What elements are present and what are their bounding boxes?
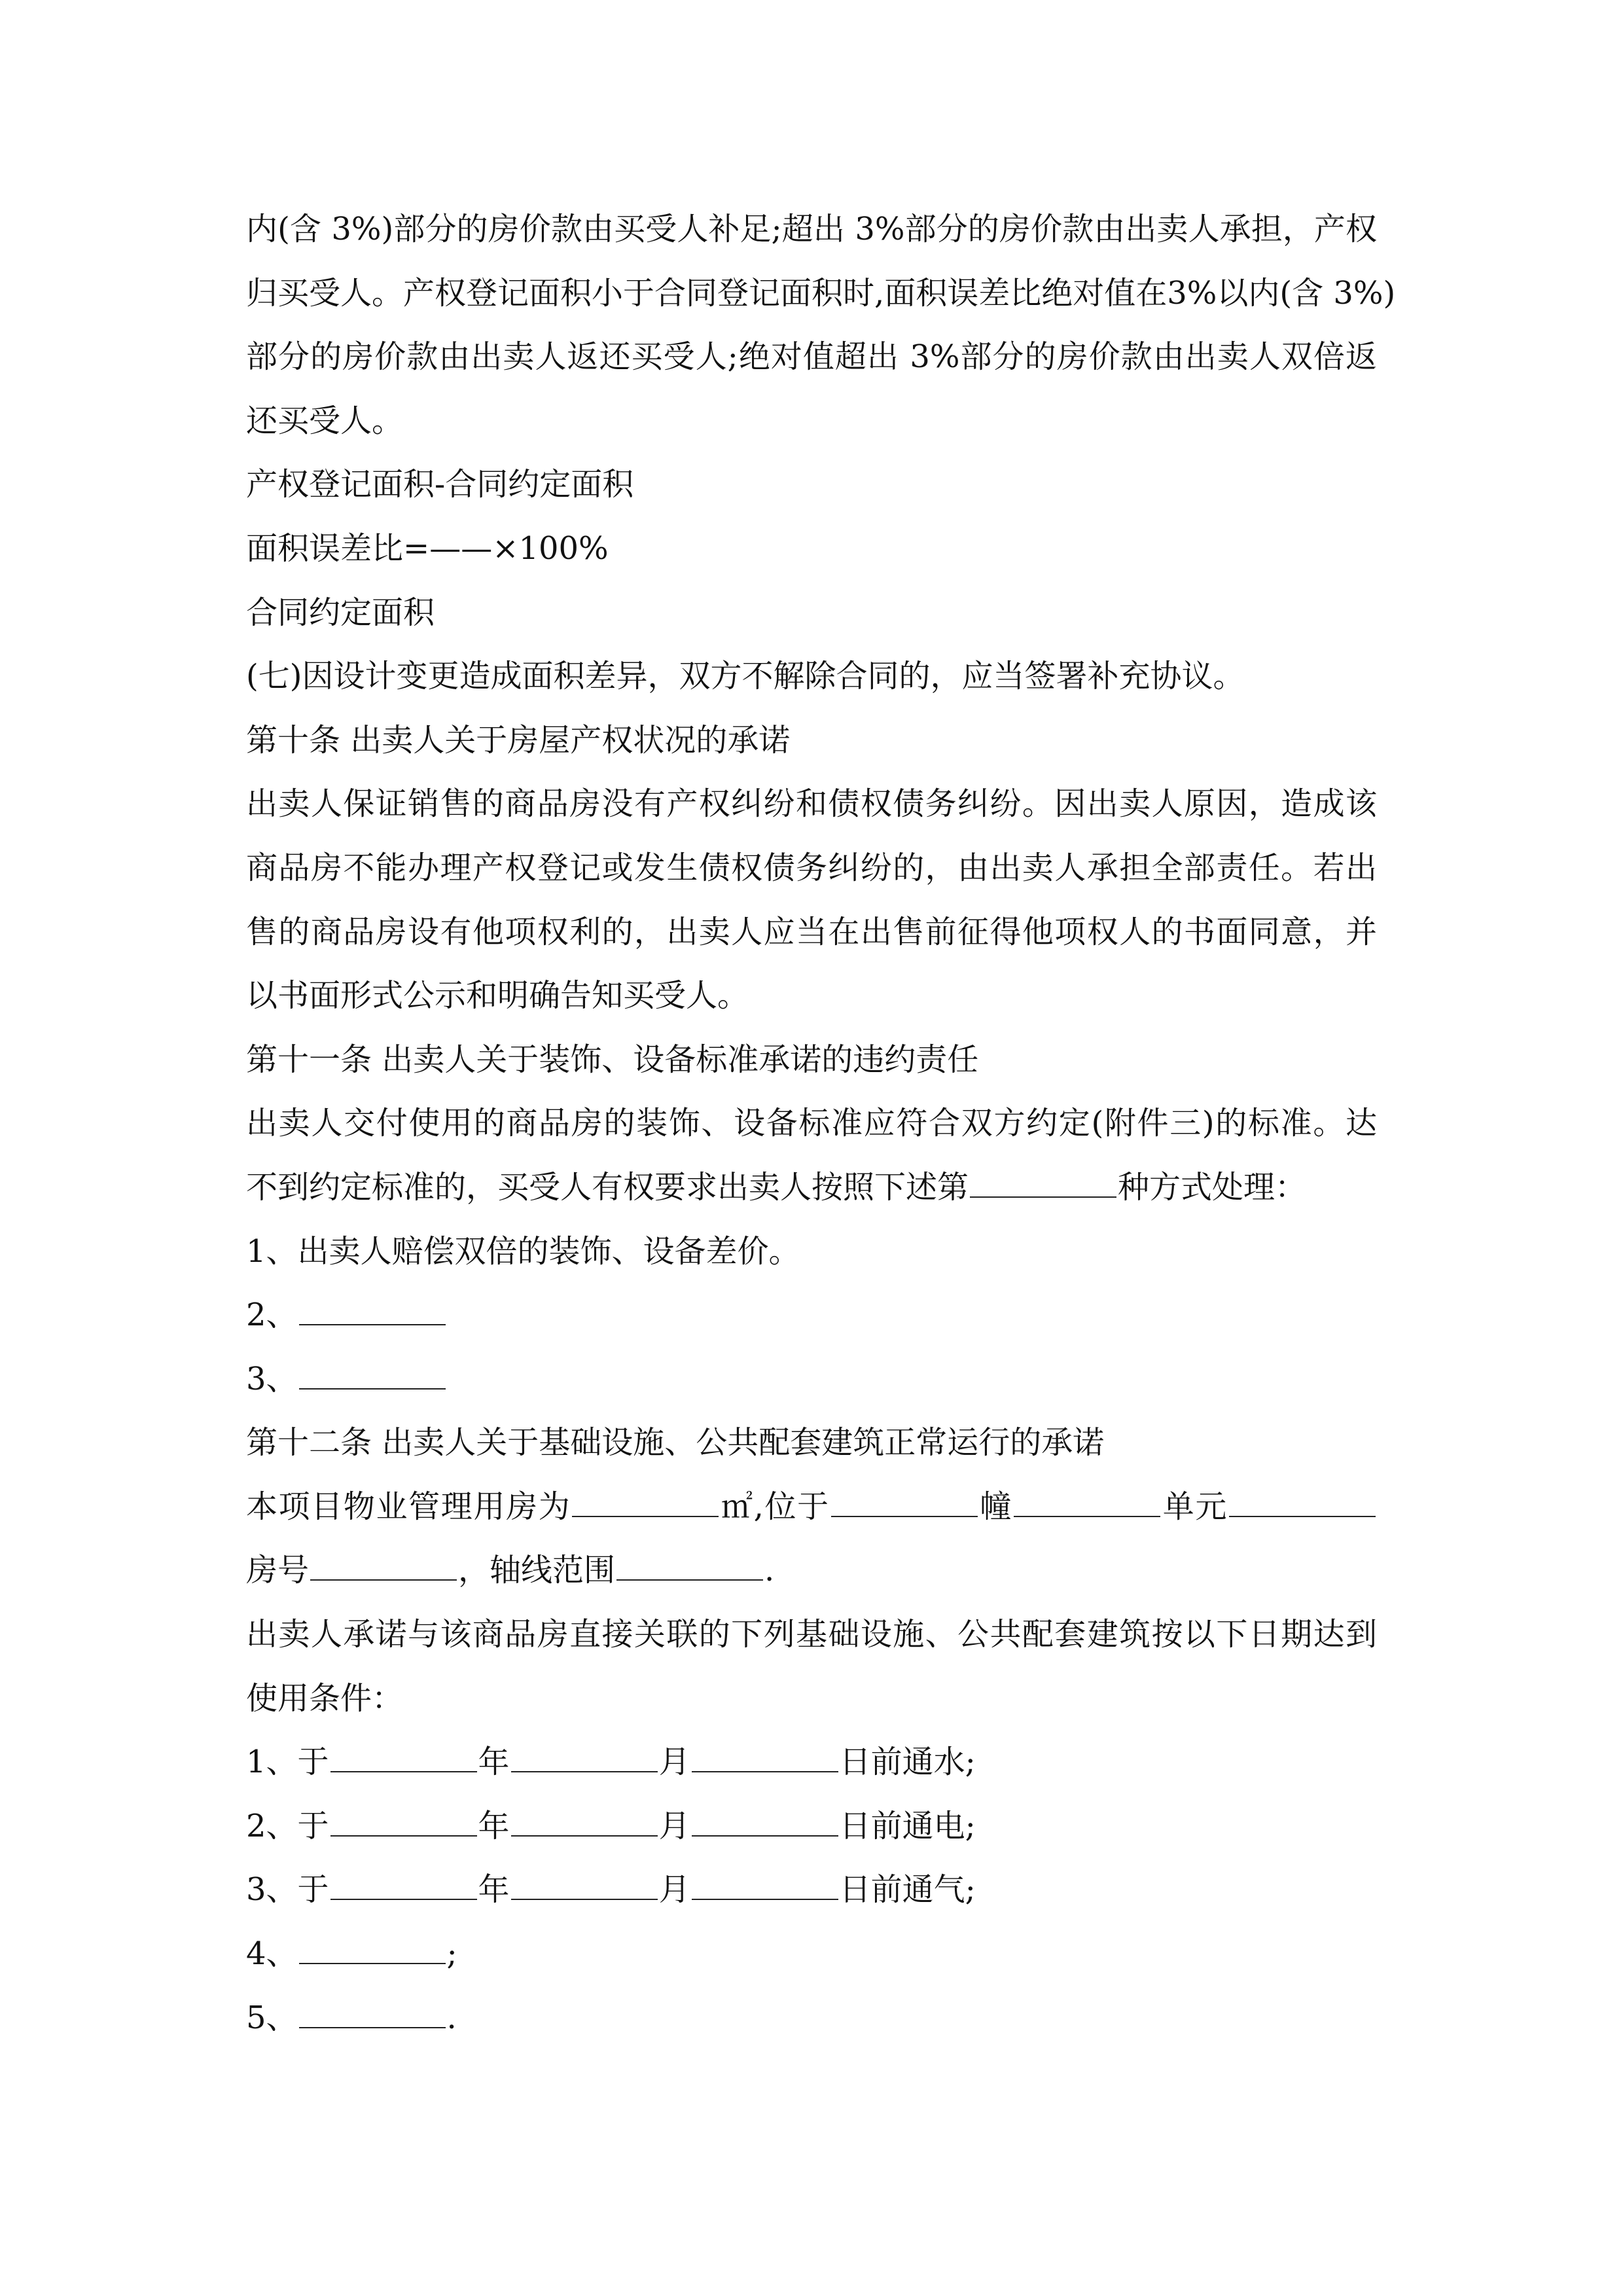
text-segment: 第十二条 出卖人关于基础设施、公共配套建筑正常运行的承诺 [246,1424,1105,1462]
text-line [246,1283,1377,1348]
text-segment: 内(含 3%)部分的房价款由买受人补足;超出 3%部分的房价款由出卖人承担，产权 [246,211,1377,247]
text-segment: 以书面形式公示和明确告知买受人。 [246,977,749,1014]
fill-in-blank[interactable] [299,1362,446,1390]
text-segment: 使用条件： [246,1679,404,1717]
text-line [246,325,1377,389]
text-line [246,1603,1377,1667]
text-line [246,964,1377,1028]
fill-in-blank[interactable] [511,1809,658,1837]
text-line [246,1475,1377,1539]
fill-in-blank[interactable] [511,1873,658,1900]
fill-in-blank[interactable] [330,1809,477,1837]
text-segment: 第十条 出卖人关于房屋产权状况的承诺 [246,721,791,759]
fill-in-blank[interactable] [330,1873,477,1900]
text-segment: 单元 [1162,1488,1228,1525]
text-segment: 年 [478,1744,510,1781]
text-segment: 不到约定标准的，买受人有权要求出卖人按照下述第 [246,1168,969,1206]
text-line [246,1092,1377,1156]
text-segment: 3、于 [246,1871,329,1909]
text-segment: 1、于 [246,1744,329,1781]
fill-in-blank[interactable] [1229,1490,1376,1517]
text-line [246,1667,1377,1731]
fill-in-blank[interactable] [299,1937,446,1964]
text-segment: 出卖人交付使用的商品房的装饰、设备标准应符合双方约定(附件三)的标准。达 [246,1105,1377,1142]
fill-in-blank[interactable] [310,1553,457,1581]
text-line [246,1220,1377,1284]
text-segment: ，轴线范围 [458,1552,616,1589]
text-segment: 出卖人保证销售的商品房没有产权纠纷和债权债务纠纷。因出卖人原因，造成该 [246,785,1377,823]
text-segment: 月 [658,1807,690,1844]
text-segment: 4、 [246,1935,298,1973]
text-segment: 日前通水; [839,1744,976,1781]
fill-in-blank[interactable] [299,2001,446,2028]
document-page [246,198,1396,2050]
text-line [246,389,1377,454]
text-line [246,645,1377,709]
text-line [246,517,1377,581]
text-segment: 2、 [246,1297,298,1334]
text-segment: 年 [478,1807,510,1844]
text-line [246,1028,1377,1092]
fill-in-blank[interactable] [692,1745,838,1772]
text-line [246,709,1377,773]
text-segment: 1、出卖人赔偿双倍的装饰、设备差价。 [246,1232,800,1270]
text-line [246,772,1377,836]
text-segment: 3、 [246,1360,298,1397]
text-line [246,1858,1377,1922]
text-line [246,1922,1377,1986]
text-line [246,1986,1377,2051]
fill-in-blank[interactable] [511,1745,658,1772]
text-line [246,901,1377,965]
text-segment: . [446,1999,457,2036]
text-segment: 2、于 [246,1807,329,1844]
text-segment: (七)因设计变更造成面积差异，双方不解除合同的，应当签署补充协议。 [246,658,1245,695]
text-segment: 还买受人。 [246,402,404,439]
fill-in-blank[interactable] [616,1553,763,1581]
text-line [246,836,1377,901]
text-segment: 面积误差比=——×100% [246,529,609,567]
text-line [246,453,1377,517]
text-segment: 合同约定面积 [246,594,435,631]
text-line [246,1731,1377,1795]
fill-in-blank[interactable] [970,1170,1116,1198]
text-segment: 第十一条 出卖人关于装饰、设备标准承诺的违约责任 [246,1041,979,1078]
text-line [246,581,1377,645]
text-line [246,1795,1377,1859]
text-segment: ㎡,位于 [720,1488,830,1525]
text-segment: 房号 [246,1552,310,1589]
text-line [246,1411,1377,1475]
text-segment: 日前通气; [839,1871,976,1909]
text-line [246,262,1396,326]
text-segment: . [764,1552,775,1589]
fill-in-blank[interactable] [330,1745,477,1772]
text-segment: 年 [478,1871,510,1909]
fill-in-blank[interactable] [1014,1490,1160,1517]
text-line [246,1156,1377,1220]
text-segment: 日前通电; [839,1807,976,1844]
text-segment: 产权登记面积-合同约定面积 [246,466,634,503]
text-segment: 本项目物业管理用房为 [246,1488,571,1525]
text-segment: 售的商品房设有他项权利的，出卖人应当在出售前征得他项权人的书面同意，并 [246,913,1377,950]
text-segment: 种方式处理： [1118,1168,1307,1206]
text-segment: 幢 [978,1488,1013,1525]
text-segment: 归买受人。产权登记面积小于合同登记面积时,面积误差比绝对值在3%以内(含 3%) [246,274,1396,312]
text-line [246,1539,1377,1603]
text-segment: 部分的房价款由出卖人返还买受人;绝对值超出 3%部分的房价款由出卖人双倍返 [246,338,1377,376]
fill-in-blank[interactable] [692,1809,838,1837]
text-segment: 5、 [246,1999,298,2036]
text-segment: ; [446,1935,457,1973]
text-segment: 商品房不能办理产权登记或发生债权债务纠纷的，由出卖人承担全部责任。若出 [246,849,1377,886]
fill-in-blank[interactable] [831,1490,978,1517]
text-line [246,1348,1377,1412]
text-segment: 月 [658,1871,690,1909]
text-line [246,198,1377,262]
text-segment: 月 [658,1744,690,1781]
fill-in-blank[interactable] [572,1490,719,1517]
fill-in-blank[interactable] [299,1298,446,1325]
fill-in-blank[interactable] [692,1873,838,1900]
text-segment: 出卖人承诺与该商品房直接关联的下列基础设施、公共配套建筑按以下日期达到 [246,1616,1377,1653]
